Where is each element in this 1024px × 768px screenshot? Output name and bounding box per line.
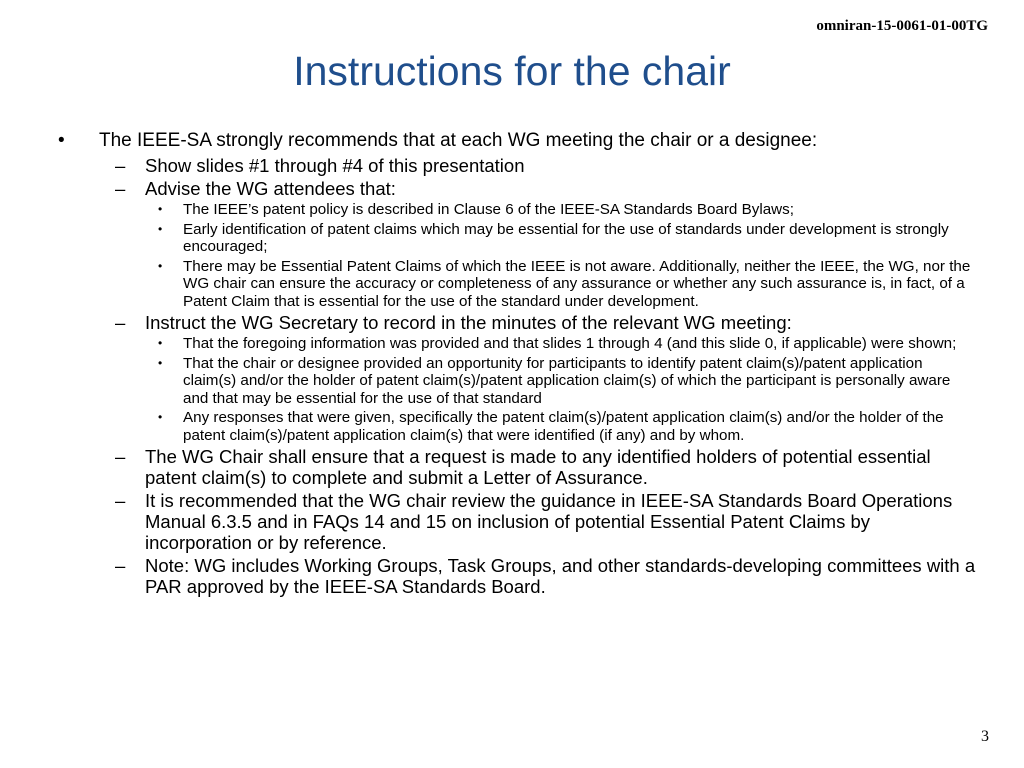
dash-marker: – [115, 178, 126, 199]
slide-body [56, 130, 976, 597]
ensure-text: The WG Chair shall ensure that a request is made to any identified holders of potential essential patent claim(s) to complete and submit a Letter of Assurance. [145, 446, 931, 488]
sub-bullet-marker: • [158, 258, 163, 273]
bullet-item [56, 130, 976, 152]
dash-item [56, 155, 976, 176]
instruct-item-text: Any responses that were given, specifically the patent claim(s)/patent application claim(s) and/or the holder of the patent claim(s)/patent application claim(s) that were identified (if any) and by whom. [183, 409, 944, 444]
slide-title: Instructions for the chair [293, 48, 731, 94]
dash-item [56, 490, 976, 553]
dash-item [56, 312, 976, 333]
advise-item-text: Early identification of patent claims which may be essential for the use of standards under development is strongly encouraged; [183, 220, 949, 255]
sub-bullet-item [56, 221, 976, 256]
show-slides-text: Show slides #1 through #4 of this presentation [145, 155, 525, 176]
dash-marker: – [115, 155, 126, 176]
advise-item-text: There may be Essential Patent Claims of which the IEEE is not aware. Additionally, neither the IEEE, the WG, nor the WG chair can ensure the accuracy or completeness of any assurance or whether any such assurance is, in fact, of a Patent Claim that is essential for the use of the standard under development. [183, 257, 971, 310]
advise-item-text: The IEEE’s patent policy is described in Clause 6 of the IEEE-SA Standards Board Bylaws; [183, 201, 794, 218]
page-number: 3 [981, 728, 989, 745]
sub-bullet-marker: • [158, 221, 163, 236]
dash-item [56, 555, 976, 597]
bullet-marker: • [58, 130, 65, 151]
intro-text: The IEEE-SA strongly recommends that at each WG meeting the chair or a designee: [99, 130, 818, 151]
sub-bullet-marker: • [158, 410, 163, 424]
dash-item [56, 446, 976, 488]
dash-marker: – [115, 446, 126, 467]
sub-bullet-marker: • [158, 202, 163, 216]
sub-bullet-item [56, 335, 976, 353]
instruct-item-text: That the chair or designee provided an opportunity for participants to identify patent claim(s)/patent application claim(s) and/or the holder of patent claim(s)/patent application claim(s) of which the participant is personally aware and that may be essential for the use of that standard [183, 354, 951, 407]
sub-bullet-marker: • [158, 355, 163, 370]
sub-bullet-item [56, 258, 976, 311]
sub-bullet-item [56, 201, 976, 219]
instruct-text: Instruct the WG Secretary to record in the minutes of the relevant WG meeting: [145, 312, 792, 333]
instruct-item-text: That the foregoing information was provided and that slides 1 through 4 (and this slide 0, if applicable) were shown; [183, 335, 957, 352]
advise-text: Advise the WG attendees that: [145, 178, 396, 199]
sub-bullet-item [56, 409, 976, 444]
dash-item [56, 178, 976, 199]
dash-marker: – [115, 490, 126, 511]
recommend-text: It is recommended that the WG chair review the guidance in IEEE-SA Standards Board Operations Manual 6.3.5 and in FAQs 14 and 15 on inclusion of potential Essential Patent Claims by incorporation or by reference. [145, 490, 953, 553]
dash-marker: – [115, 555, 126, 576]
dash-marker: – [115, 312, 126, 333]
sub-bullet-marker: • [158, 336, 163, 350]
document-id: omniran-15-0061-01-00TG [816, 18, 988, 34]
sub-bullet-item [56, 355, 976, 408]
note-text: Note: WG includes Working Groups, Task Groups, and other standards-developing committees with a PAR approved by the IEEE-SA Standards Board. [145, 555, 976, 597]
